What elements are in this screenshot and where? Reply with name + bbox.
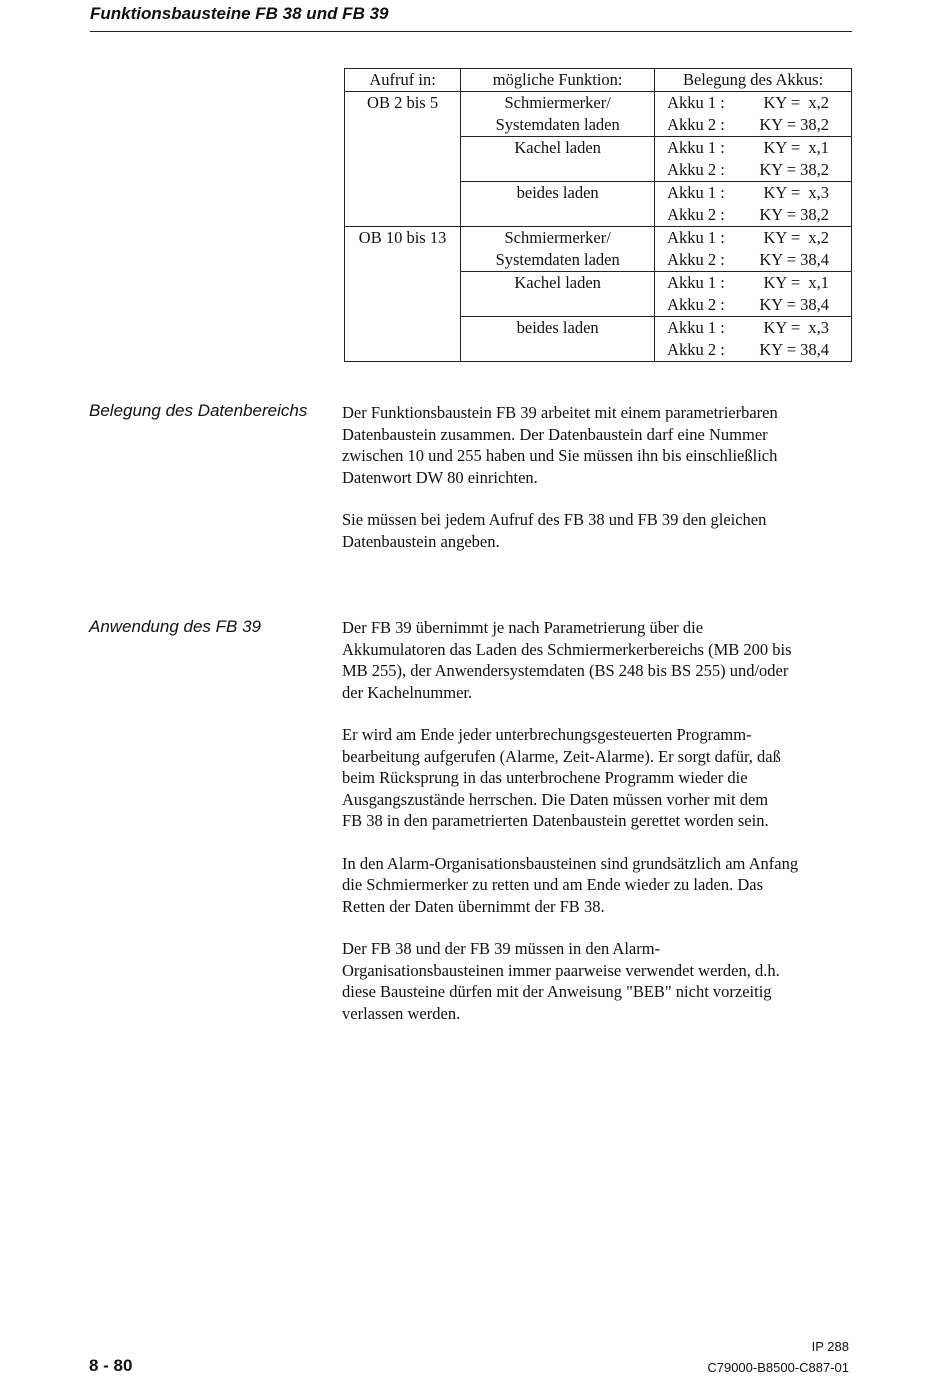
call-cell: OB 2 bis 5 — [345, 92, 461, 227]
text-line: Akkumulatoren das Laden des Schmiermerkerbereichs (MB 200 bis — [342, 639, 792, 659]
text-line: Er wird am Ende jeder unterbrechungsgesteuerten Programm- — [342, 725, 752, 744]
akku-line — [655, 204, 851, 226]
akku-line — [655, 137, 851, 159]
page-number: 8 - 80 — [89, 1356, 133, 1375]
akku-value: KY = x,3 — [763, 318, 829, 337]
akku-value: KY = 38,4 — [759, 250, 829, 269]
akku-line — [655, 339, 851, 361]
akku-label: Akku 2 : — [667, 115, 725, 134]
table-row — [345, 92, 852, 137]
product-name: IP 288 — [811, 1339, 849, 1354]
function-line: beides laden — [516, 183, 599, 202]
text-line: Datenbaustein angeben. — [342, 531, 500, 551]
akku-label: Akku 1 : — [667, 273, 725, 292]
akku-line — [655, 182, 851, 204]
akku-cell — [655, 227, 852, 272]
function-cell — [461, 92, 655, 137]
paragraph — [342, 724, 847, 832]
akku-cell — [655, 92, 852, 137]
paragraph — [342, 402, 847, 488]
function-line: Systemdaten laden — [495, 250, 620, 269]
text-line: Organisationsbausteinen immer paarweise verwendet werden, d.h. — [342, 960, 780, 980]
paragraph — [342, 509, 847, 552]
text-line: Sie müssen bei jedem Aufruf des FB 38 und FB 39 den gleichen — [342, 510, 767, 529]
section-heading-anwendung: Anwendung des FB 39 — [89, 617, 262, 636]
akku-value: KY = x,2 — [763, 228, 829, 247]
akku-value: KY = 38,4 — [759, 295, 829, 314]
table-header-function: mögliche Funktion: — [461, 69, 655, 92]
function-cell — [461, 182, 655, 227]
akku-label: Akku 2 : — [667, 205, 725, 224]
page-header-title: Funktionsbausteine FB 38 und FB 39 — [90, 4, 389, 23]
text-line: In den Alarm-Organisationsbausteinen sind grundsätzlich am Anfang — [342, 853, 799, 873]
text-line: Datenwort DW 80 einrichten. — [342, 467, 538, 487]
akku-line — [655, 272, 851, 294]
akku-value: KY = 38,4 — [759, 340, 829, 359]
text-line: verlassen werden. — [342, 1003, 461, 1023]
header-divider — [90, 31, 852, 32]
akku-label: Akku 1 : — [667, 138, 725, 157]
akku-label: Akku 1 : — [667, 93, 725, 112]
section-body-datenbereich — [342, 402, 847, 552]
text-line: Der FB 38 und der FB 39 müssen in den Alarm- — [342, 939, 661, 958]
function-line: beides laden — [516, 318, 599, 337]
table-header-akku: Belegung des Akkus: — [655, 69, 852, 92]
function-cell — [461, 137, 655, 182]
akku-value: KY = 38,2 — [759, 205, 829, 224]
akku-cell — [655, 272, 852, 317]
table-header-row — [345, 69, 852, 92]
akku-value: KY = x,1 — [763, 273, 829, 292]
akku-line — [655, 317, 851, 339]
text-line: Ausgangszustände herrschen. Die Daten müssen vorher mit dem — [342, 789, 769, 809]
text-line: Der FB 39 übernimmt je nach Parametrierung über die — [342, 618, 704, 637]
function-line: Systemdaten laden — [495, 115, 620, 134]
akku-label: Akku 2 : — [667, 250, 725, 269]
akku-cell — [655, 137, 852, 182]
text-line: die Schmiermerker zu retten und am Ende wieder zu laden. Das — [342, 875, 764, 894]
function-line: Kachel laden — [514, 138, 601, 157]
order-number: C79000-B8500-C887-01 — [707, 1360, 849, 1375]
text-line: Datenbaustein zusammen. Der Datenbaustein darf eine Nummer — [342, 424, 768, 444]
akku-label: Akku 1 : — [667, 183, 725, 202]
function-cell — [461, 317, 655, 362]
table-row — [345, 227, 852, 272]
function-line: Schmiermerker/ — [504, 228, 611, 247]
akku-value: KY = x,3 — [763, 183, 829, 202]
function-line: Kachel laden — [514, 273, 601, 292]
akku-label: Akku 1 : — [667, 318, 725, 337]
function-cell — [461, 272, 655, 317]
text-line: zwischen 10 und 255 haben und Sie müssen ihn bis einschließlich — [342, 446, 778, 465]
akku-value: KY = 38,2 — [759, 115, 829, 134]
text-line: Der Funktionsbaustein FB 39 arbeitet mit einem parametrierbaren — [342, 403, 778, 422]
akku-table — [344, 68, 852, 362]
section-heading-datenbereich: Belegung des Datenbereichs — [89, 401, 308, 420]
akku-value: KY = x,1 — [763, 138, 829, 157]
akku-value: KY = x,2 — [763, 93, 829, 112]
akku-line — [655, 227, 851, 249]
akku-label: Akku 1 : — [667, 228, 725, 247]
akku-cell — [655, 182, 852, 227]
akku-line — [655, 114, 851, 136]
paragraph — [342, 938, 847, 1024]
text-line: beim Rücksprung in das unterbrochene Programm wieder die — [342, 768, 748, 787]
akku-label: Akku 2 : — [667, 160, 725, 179]
akku-line — [655, 249, 851, 271]
table-header-call: Aufruf in: — [345, 69, 461, 92]
akku-line — [655, 159, 851, 181]
akku-cell — [655, 317, 852, 362]
text-line: bearbeitung aufgerufen (Alarme, Zeit-Alarme). Er sorgt dafür, daß — [342, 746, 781, 766]
function-line: Schmiermerker/ — [504, 93, 611, 112]
text-line: Retten der Daten übernimmt der FB 38. — [342, 896, 605, 916]
function-cell — [461, 227, 655, 272]
akku-value: KY = 38,2 — [759, 160, 829, 179]
akku-label: Akku 2 : — [667, 295, 725, 314]
akku-line — [655, 294, 851, 316]
text-line: der Kachelnummer. — [342, 682, 473, 702]
paragraph — [342, 617, 847, 703]
text-line: FB 38 in den parametrierten Datenbaustein gerettet worden sein. — [342, 811, 769, 830]
call-cell: OB 10 bis 13 — [345, 227, 461, 362]
paragraph — [342, 853, 847, 918]
akku-label: Akku 2 : — [667, 340, 725, 359]
text-line: diese Bausteine dürfen mit der Anweisung "BEB" nicht vorzeitig — [342, 982, 772, 1001]
section-body-anwendung — [342, 617, 847, 1024]
text-line: MB 255), der Anwendersystemdaten (BS 248 bis BS 255) und/oder — [342, 661, 789, 680]
akku-line — [655, 92, 851, 114]
